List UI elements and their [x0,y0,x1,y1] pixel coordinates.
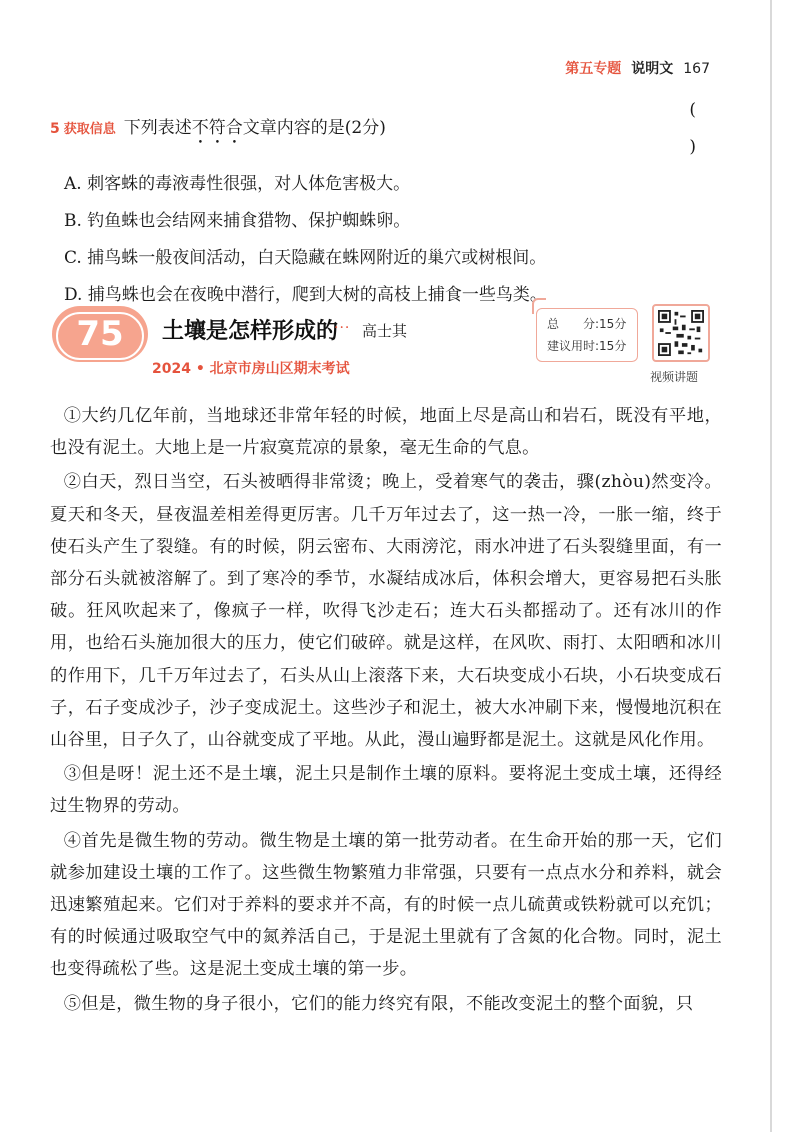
stem-after: 文章内容的是(2分) [242,118,386,138]
page-header [565,58,710,78]
badge-ring [56,312,144,360]
page-number: 167 [683,61,710,77]
answer-blank[interactable]: ( ) [689,100,720,157]
qr-code-icon [658,310,704,356]
stem-emphasis: 不符合 [191,118,243,138]
article-source: 2024 • 北京市房山区期末考试 [152,361,350,377]
article-author: 高士其 [362,322,408,340]
question-5 [50,92,720,314]
paragraph-3: ③但是呀！泥土还不是土壤，泥土只是制作土壤的原料。要将泥土变成土壤，还得经过生物界的劳动。 [50,764,722,817]
paragraph-1: ①大约几亿年前，当地球还非常年轻的时候，地面上尽是高山和岩石，既没有平地，也没有泥土。大地上是一片寂寞荒凉的景象，毫无生命的气息。 [50,406,722,459]
article-header [52,304,752,394]
option-a[interactable]: A. 刺客蛛的毒液毒性很强，对人体危害极大。 [64,174,411,194]
question-stem-line [50,92,720,166]
option-b[interactable]: B. 钓鱼蛛也会结网来捕食猎物、保护蜘蛛卵。 [64,211,411,231]
article-number-badge [52,306,148,362]
question-number: 5 [50,120,60,137]
question-stem [124,110,660,148]
header-genre: 说明文 [631,61,674,77]
paragraph-2: ②白天，烈日当空，石头被晒得非常烫；晚上，受着寒气的袭击，骤(zhòu)然变冷。夏天和冬天，昼夜温差相差得更厉害。几千万年过去了，这一热一冷，一胀一缩，终于使石头产生了裂缝。有的时候，阴云密布、大雨滂沱，雨水冲进了石头裂缝里面，有一部分石头就被溶解了。到了寒冷的季节，水凝结成冰后，体积会增大，更容易把石头胀破。狂风吹起来了，像疯子一样，吹得飞沙走石；连大石头都摇动了。还有冰川的作用，也给石头施加很大的压力，使它们破碎。就是这样，在风吹、雨打、太阳晒和冰川的作用下，几千万年过去了，石头从山上滚落下来，大石块变成小石块，小石块变成石子，石子变成沙子，沙子变成泥土。这些沙子和泥土，被大水冲刷下来，慢慢地沉积在山谷里，日子久了，山谷就变成了平地。从此，漫山遍野都是泥土。这就是风化作用。 [50,472,722,751]
article-title: 土壤是怎样形成的 [162,319,339,344]
paragraph-5: ⑤但是，微生物的身子很小，它们的能力终究有限，不能改变泥土的整个面貌，只 [63,993,694,1014]
suggested-time: 建议用时:15分 [547,339,627,353]
qr-caption: 视频讲题 [650,370,699,384]
article-body [50,400,722,1022]
stem-before: 下列表述 [123,118,192,138]
article-number: 75 [76,314,124,354]
option-c[interactable]: C. 捕鸟蛛一般夜间活动，白天隐藏在蛛网附近的巢穴或树根间。 [64,248,547,268]
total-score: 总 分:15分 [547,317,627,331]
header-topic: 第五专题 [565,61,622,77]
score-box [536,308,638,362]
option-d[interactable]: D. 捕鸟蛛也会在夜晚中潜行，爬到大树的高枝上捕食一些鸟类。 [64,285,547,305]
paragraph-4: ④首先是微生物的劳动。微生物是土壤的第一批劳动者。在生命开始的那一天，它们就参加建设土壤的工作了。这些微生物繁殖力非常强，只要有一点点水分和养料，就会迅速繁殖起来。它们对于养料的要求并不高，有的时候一点儿硫黄或铁粉就可以充饥；有的时候通过吸取空气中的氮养活自己，于是泥土里就有了含氮的化合物。同时，泥土也变得疏松了些。这是泥土变成土壤的第一步。 [50,830,722,980]
qr-code[interactable] [652,304,710,362]
page-edge [770,0,772,1132]
question-tag: 获取信息 [63,121,116,137]
author-dots: ··· [334,320,351,336]
